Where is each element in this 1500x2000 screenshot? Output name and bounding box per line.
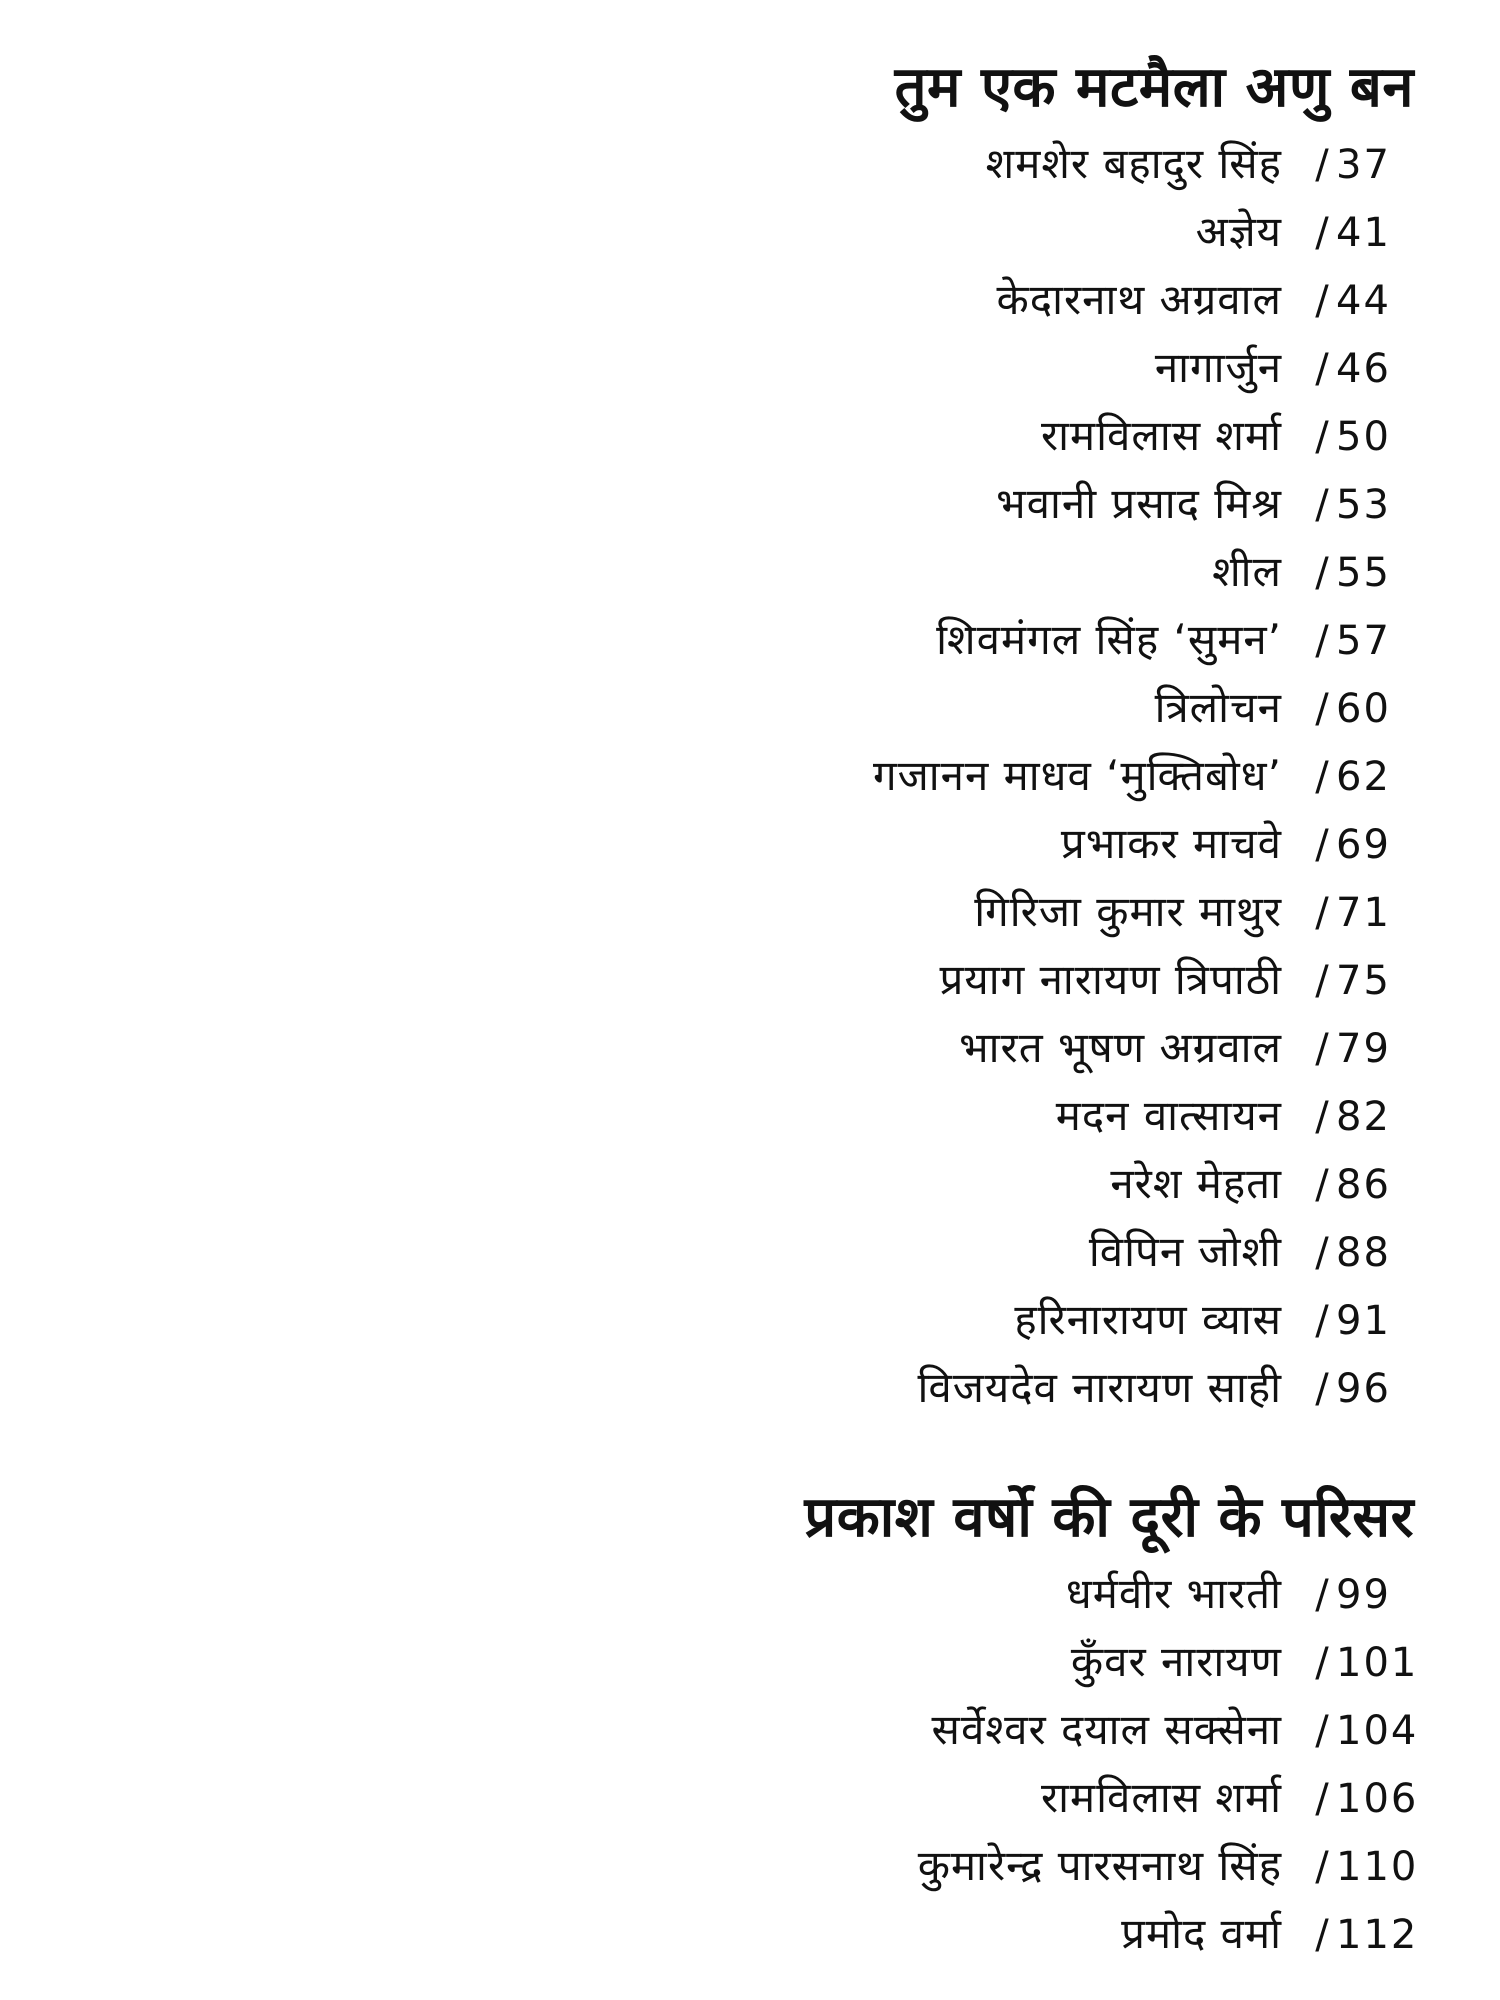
page-number: 62 <box>1336 754 1391 800</box>
separator-slash: / <box>1315 482 1329 528</box>
separator-slash: / <box>1315 618 1329 664</box>
author-name: प्रमोद वर्मा <box>1121 1909 1282 1958</box>
separator-slash: / <box>1315 1298 1329 1344</box>
toc-entry[interactable] <box>328 810 1428 878</box>
page-number: 69 <box>1336 822 1391 868</box>
separator-slash: / <box>1315 1094 1329 1140</box>
entry-list <box>328 130 1428 1422</box>
separator-slash: / <box>1315 1708 1329 1754</box>
author-name: विपिन जोशी <box>1088 1227 1282 1276</box>
page-number: 112 <box>1336 1912 1419 1958</box>
page-number: 50 <box>1336 414 1391 460</box>
toc-entry[interactable] <box>328 130 1428 198</box>
toc-entry[interactable] <box>328 946 1428 1014</box>
toc-section-2 <box>328 1480 1428 1968</box>
page-number: 41 <box>1336 210 1391 256</box>
separator-slash: / <box>1315 1230 1329 1276</box>
toc-entry[interactable] <box>328 402 1428 470</box>
page-number: 79 <box>1336 1026 1391 1072</box>
toc-entry[interactable] <box>328 1764 1428 1832</box>
author-name: रामविलास शर्मा <box>1040 1773 1282 1822</box>
separator-slash: / <box>1315 278 1329 324</box>
toc-entry[interactable] <box>328 1218 1428 1286</box>
separator-slash: / <box>1315 822 1329 868</box>
page-number: 44 <box>1336 278 1391 324</box>
author-name: शील <box>1212 547 1282 596</box>
toc-entry[interactable] <box>328 674 1428 742</box>
author-name: भवानी प्रसाद मिश्र <box>996 479 1282 528</box>
toc-section-1 <box>328 50 1428 1422</box>
page-number: 60 <box>1336 686 1391 732</box>
separator-slash: / <box>1315 1844 1329 1890</box>
author-name: अज्ञेय <box>1195 207 1282 256</box>
toc-entry[interactable] <box>328 878 1428 946</box>
author-name: नागार्जुन <box>1154 343 1282 392</box>
separator-slash: / <box>1315 210 1329 256</box>
page-number: 110 <box>1336 1844 1419 1890</box>
page-number: 104 <box>1336 1708 1419 1754</box>
author-name: भारत भूषण अग्रवाल <box>959 1023 1282 1072</box>
toc-entry[interactable] <box>328 198 1428 266</box>
author-name: शमशेर बहादुर सिंह <box>985 139 1282 188</box>
author-name: सर्वेश्वर दयाल सक्सेना <box>931 1705 1282 1754</box>
author-name: गिरिजा कुमार माथुर <box>974 887 1282 936</box>
separator-slash: / <box>1315 1162 1329 1208</box>
author-name: त्रिलोचन <box>1154 683 1282 732</box>
page-number: 106 <box>1336 1776 1419 1822</box>
author-name: मदन वात्सायन <box>1055 1091 1282 1140</box>
separator-slash: / <box>1315 1640 1329 1686</box>
separator-slash: / <box>1315 550 1329 596</box>
page-number: 55 <box>1336 550 1391 596</box>
separator-slash: / <box>1315 1572 1329 1618</box>
toc-entry[interactable] <box>328 1354 1428 1422</box>
separator-slash: / <box>1315 686 1329 732</box>
page-number: 101 <box>1336 1640 1419 1686</box>
page-number: 75 <box>1336 958 1391 1004</box>
page-number: 99 <box>1336 1572 1391 1618</box>
author-name: धर्मवीर भारती <box>1065 1569 1282 1618</box>
page-number: 46 <box>1336 346 1391 392</box>
author-name: केदारनाथ अग्रवाल <box>996 275 1282 324</box>
page-number: 82 <box>1336 1094 1391 1140</box>
separator-slash: / <box>1315 890 1329 936</box>
entry-list <box>328 1560 1428 1968</box>
page-number: 91 <box>1336 1298 1391 1344</box>
separator-slash: / <box>1315 346 1329 392</box>
toc-entry[interactable] <box>328 470 1428 538</box>
toc-entry[interactable] <box>328 1900 1428 1968</box>
author-name: रामविलास शर्मा <box>1040 411 1282 460</box>
separator-slash: / <box>1315 414 1329 460</box>
author-name: नरेश मेहता <box>1110 1159 1282 1208</box>
toc-entry[interactable] <box>328 1150 1428 1218</box>
toc-entry[interactable] <box>328 266 1428 334</box>
separator-slash: / <box>1315 1026 1329 1072</box>
author-name: विजयदेव नारायण साही <box>917 1363 1282 1412</box>
author-name: कुँवर नारायण <box>1070 1637 1282 1686</box>
author-name: शिवमंगल सिंह ‘सुमन’ <box>936 615 1282 664</box>
toc-entry[interactable] <box>328 742 1428 810</box>
toc-entry[interactable] <box>328 1832 1428 1900</box>
page-number: 57 <box>1336 618 1391 664</box>
separator-slash: / <box>1315 1366 1329 1412</box>
separator-slash: / <box>1315 754 1329 800</box>
toc-entry[interactable] <box>328 1628 1428 1696</box>
author-name: प्रयाग नारायण त्रिपाठी <box>939 955 1282 1004</box>
toc-entry[interactable] <box>328 606 1428 674</box>
page-number: 88 <box>1336 1230 1391 1276</box>
separator-slash: / <box>1315 142 1329 188</box>
page-number: 71 <box>1336 890 1391 936</box>
section-title: प्रकाश वर्षो की दूरी के परिसर <box>804 1485 1414 1550</box>
toc-entry[interactable] <box>328 1286 1428 1354</box>
toc-entry[interactable] <box>328 334 1428 402</box>
toc-entry[interactable] <box>328 1696 1428 1764</box>
author-name: गजानन माधव ‘मुक्तिबोध’ <box>872 751 1282 800</box>
page-number: 53 <box>1336 482 1391 528</box>
author-name: हरिनारायण व्यास <box>1014 1295 1282 1344</box>
toc-entry[interactable] <box>328 1082 1428 1150</box>
page-number: 86 <box>1336 1162 1391 1208</box>
author-name: कुमारेन्द्र पारसनाथ सिंह <box>917 1841 1282 1890</box>
separator-slash: / <box>1315 1776 1329 1822</box>
page-number: 96 <box>1336 1366 1391 1412</box>
author-name: प्रभाकर माचवे <box>1060 819 1282 868</box>
section-title: तुम एक मटमैला अणु बन <box>894 55 1414 120</box>
separator-slash: / <box>1315 1912 1329 1958</box>
separator-slash: / <box>1315 958 1329 1004</box>
toc-entry[interactable] <box>328 538 1428 606</box>
toc-entry[interactable] <box>328 1014 1428 1082</box>
page-number: 37 <box>1336 142 1391 188</box>
toc-entry[interactable] <box>328 1560 1428 1628</box>
